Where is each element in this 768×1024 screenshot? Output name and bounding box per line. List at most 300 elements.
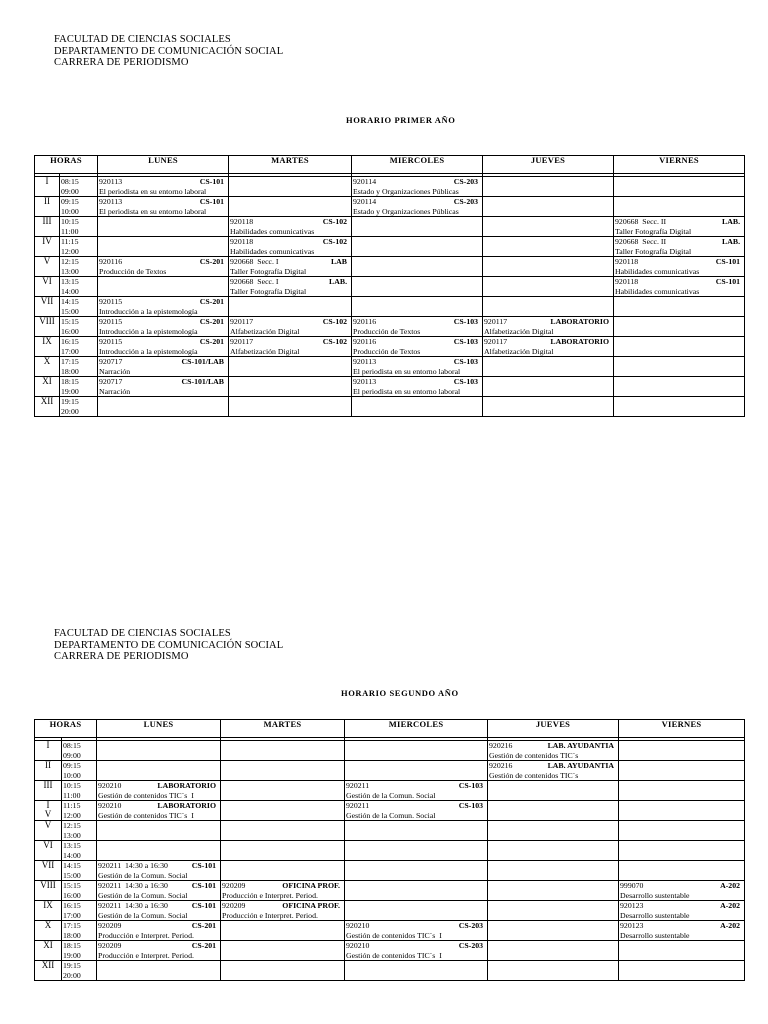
period-start: 17:15 — [61, 357, 79, 366]
class-cell — [229, 337, 352, 357]
course-code: 920114 — [353, 177, 377, 186]
period-end: 12:00 — [61, 246, 79, 256]
period-time — [60, 217, 98, 237]
period-start: 15:15 — [61, 317, 79, 326]
class-cell — [229, 397, 352, 417]
course-code: 920216 — [489, 761, 513, 770]
course-code: 920211 — [346, 801, 370, 810]
period-start: 17:15 — [63, 921, 81, 930]
course-name: Desarrollo sustentable — [620, 890, 690, 900]
period-time — [62, 761, 97, 781]
course-code: 920113 — [353, 377, 377, 386]
class-cell — [619, 881, 745, 901]
period-number: XII — [35, 961, 62, 981]
class-cell — [229, 377, 352, 397]
class-cell — [614, 197, 745, 217]
class-cell — [97, 841, 221, 861]
period-end: 19:00 — [61, 386, 79, 396]
period-time — [62, 841, 97, 861]
schedule-row — [35, 941, 745, 961]
class-cell — [97, 941, 221, 961]
period-start: 16:15 — [63, 901, 81, 910]
course-code: 920668 Secc. II — [615, 237, 667, 246]
period-end: 19:00 — [63, 950, 81, 960]
period-start: 09:15 — [63, 761, 81, 770]
period-number: X — [35, 921, 62, 941]
class-cell — [488, 961, 619, 981]
course-code: 920116 — [99, 257, 123, 266]
schedule-row — [35, 297, 745, 317]
course-code: 920117 — [230, 337, 254, 346]
course-code: 920211 — [346, 781, 370, 790]
course-name: Narración — [99, 386, 131, 396]
course-name: El periodista en su entorno laboral — [353, 386, 461, 396]
period-end: 17:00 — [63, 910, 81, 920]
class-cell — [98, 297, 229, 317]
period-end: 17:00 — [61, 346, 79, 356]
room-label: CS-102 — [322, 337, 348, 346]
period-start: 12:15 — [61, 257, 79, 266]
class-cell — [229, 317, 352, 337]
class-cell — [488, 801, 619, 821]
course-code: 920115 — [99, 337, 123, 346]
period-time — [62, 941, 97, 961]
class-cell — [97, 861, 221, 881]
class-cell — [221, 781, 345, 801]
room-label: CS-203 — [453, 177, 479, 186]
course-code: 920118 — [615, 277, 639, 286]
class-cell — [98, 217, 229, 237]
class-cell — [488, 761, 619, 781]
column-header-friday: VIERNES — [619, 720, 745, 738]
class-cell — [97, 761, 221, 781]
class-cell — [345, 961, 488, 981]
course-code: 920668 Secc. I — [230, 277, 279, 286]
class-cell — [229, 357, 352, 377]
class-cell — [97, 801, 221, 821]
schedule-row — [35, 317, 745, 337]
course-name: Alfabetización Digital — [484, 346, 554, 356]
class-cell — [619, 801, 745, 821]
class-cell — [98, 197, 229, 217]
course-code: 920118 — [230, 217, 254, 226]
period-time — [62, 781, 97, 801]
course-name: Producción e Interpret. Period. — [222, 890, 318, 900]
class-cell — [98, 377, 229, 397]
room-label: LAB — [330, 257, 348, 266]
room-label: LABORATORIO — [550, 337, 610, 346]
schedule-row — [35, 397, 745, 417]
class-cell — [619, 861, 745, 881]
course-name: Habilidades comunicativas — [615, 266, 700, 276]
class-cell — [619, 921, 745, 941]
period-time — [62, 821, 97, 841]
course-code: 920717 — [99, 357, 123, 366]
class-cell — [352, 237, 483, 257]
course-name: Gestión de contenidos TIC´s I — [98, 810, 194, 820]
class-cell — [619, 821, 745, 841]
schedule-row — [35, 861, 745, 881]
room-label: OFICINA PROF. — [282, 901, 341, 910]
period-time — [62, 861, 97, 881]
course-name: Taller Fotografía Digital — [230, 286, 307, 296]
class-cell — [619, 961, 745, 981]
course-code: 920211 14:30 a 16:30 — [98, 901, 168, 910]
course-code: 920209 — [98, 941, 122, 950]
room-label: A-202 — [720, 921, 741, 930]
schedule-table-second-year — [34, 719, 745, 981]
course-name: Habilidades comunicativas — [230, 246, 315, 256]
class-cell — [619, 901, 745, 921]
class-cell — [352, 177, 483, 197]
period-end: 11:00 — [61, 226, 79, 236]
class-cell — [488, 781, 619, 801]
faculty-header-1 — [54, 34, 283, 69]
course-name: Alfabetización Digital — [230, 346, 300, 356]
class-cell — [229, 277, 352, 297]
class-cell — [98, 317, 229, 337]
class-cell — [221, 961, 345, 981]
class-cell — [352, 297, 483, 317]
class-cell — [619, 941, 745, 961]
course-name: Producción de Textos — [353, 326, 421, 336]
class-cell — [483, 237, 614, 257]
class-cell — [488, 941, 619, 961]
column-header-wednesday: MIERCOLES — [352, 156, 483, 174]
course-code: 920116 — [353, 337, 377, 346]
course-name: Gestión de la Comun. Social — [98, 870, 188, 880]
course-name: Producción e Interpret. Period. — [98, 950, 194, 960]
period-start: 13:15 — [63, 841, 81, 850]
room-label: LAB. AYUDANTIA — [547, 761, 615, 770]
class-cell — [229, 177, 352, 197]
room-label: LAB. — [722, 237, 741, 246]
course-name: Producción e Interpret. Period. — [98, 930, 194, 940]
class-cell — [614, 297, 745, 317]
class-cell — [488, 921, 619, 941]
period-time — [62, 961, 97, 981]
period-start: 19:15 — [63, 961, 81, 970]
period-end: 14:00 — [63, 850, 81, 860]
period-end: 13:00 — [63, 830, 81, 840]
course-code: 920210 — [346, 921, 370, 930]
class-cell — [345, 801, 488, 821]
period-start: 14:15 — [61, 297, 79, 306]
period-number: III — [35, 217, 60, 237]
period-time — [60, 397, 98, 417]
column-header-thursday: JUEVES — [483, 156, 614, 174]
schedule-row — [35, 377, 745, 397]
class-cell — [614, 397, 745, 417]
course-name: Introducción a la epistemología — [99, 346, 198, 356]
room-label: CS-101 — [191, 901, 217, 910]
column-header-hours: HORAS — [35, 720, 97, 738]
course-name: Gestión de la Comun. Social — [346, 790, 436, 800]
room-label: LABORATORIO — [157, 781, 217, 790]
schedule-row — [35, 821, 745, 841]
class-cell — [352, 257, 483, 277]
class-cell — [98, 397, 229, 417]
column-header-monday: LUNES — [97, 720, 221, 738]
period-end: 10:00 — [63, 770, 81, 780]
department-name: DEPARTAMENTO DE COMUNICACIÓN SOCIAL — [54, 45, 284, 57]
course-code: 920209 — [222, 881, 246, 890]
class-cell — [345, 941, 488, 961]
class-cell — [614, 357, 745, 377]
class-cell — [619, 761, 745, 781]
period-number: X — [35, 357, 60, 377]
class-cell — [221, 761, 345, 781]
schedule-title-first-year: HORARIO PRIMER AÑO — [346, 115, 456, 125]
period-end: 09:00 — [63, 750, 81, 760]
schedule-row — [35, 841, 745, 861]
period-number: V — [35, 821, 62, 841]
course-name: Estado y Organizaciones Públicas — [353, 206, 459, 216]
class-cell — [614, 257, 745, 277]
room-label: CS-103 — [458, 801, 484, 810]
course-code: 920114 — [353, 197, 377, 206]
class-cell — [619, 781, 745, 801]
period-end: 18:00 — [63, 930, 81, 940]
class-cell — [483, 197, 614, 217]
course-name: Taller Fotografía Digital — [615, 226, 692, 236]
room-label: CS-203 — [453, 197, 479, 206]
class-cell — [488, 901, 619, 921]
class-cell — [97, 901, 221, 921]
room-label: CS-103 — [453, 337, 479, 346]
period-start: 13:15 — [61, 277, 79, 286]
class-cell — [221, 841, 345, 861]
faculty-name: FACULTAD DE CIENCIAS SOCIALES — [54, 34, 231, 45]
column-header-tuesday: MARTES — [229, 156, 352, 174]
class-cell — [345, 821, 488, 841]
class-cell — [345, 901, 488, 921]
class-cell — [483, 377, 614, 397]
course-name: Gestión de contenidos TIC´s I — [346, 930, 442, 940]
period-number: II — [35, 197, 60, 217]
class-cell — [483, 317, 614, 337]
period-number: XII — [35, 397, 60, 417]
period-end: 15:00 — [61, 306, 79, 316]
class-cell — [345, 881, 488, 901]
class-cell — [97, 781, 221, 801]
class-cell — [229, 257, 352, 277]
class-cell — [352, 357, 483, 377]
period-end: 09:00 — [61, 186, 79, 196]
period-start: 14:15 — [63, 861, 81, 870]
period-end: 12:00 — [63, 810, 81, 820]
program-name: CARRERA DE PERIODISMO — [54, 57, 189, 68]
class-cell — [483, 337, 614, 357]
schedule-row — [35, 177, 745, 197]
course-code: 920118 — [615, 257, 639, 266]
column-header-wednesday: MIERCOLES — [345, 720, 488, 738]
period-start: 11:15 — [63, 801, 81, 810]
class-cell — [488, 841, 619, 861]
room-label: CS-201 — [191, 921, 217, 930]
room-label: CS-201 — [199, 257, 225, 266]
schedule-row — [35, 357, 745, 377]
course-name: Gestión de la Comun. Social — [346, 810, 436, 820]
class-cell — [614, 317, 745, 337]
course-code: 920116 — [353, 317, 377, 326]
class-cell — [483, 297, 614, 317]
class-cell — [483, 277, 614, 297]
period-start: 11:15 — [61, 237, 79, 246]
department-name: DEPARTAMENTO DE COMUNICACIÓN SOCIAL — [54, 639, 284, 651]
course-name: Desarrollo sustentable — [620, 930, 690, 940]
period-number: VII — [35, 297, 60, 317]
class-cell — [352, 197, 483, 217]
course-name: Gestión de la Comun. Social — [98, 910, 188, 920]
room-label: CS-103 — [458, 781, 484, 790]
course-code: 920210 — [346, 941, 370, 950]
period-time — [60, 277, 98, 297]
class-cell — [221, 941, 345, 961]
class-cell — [98, 177, 229, 197]
course-code: 920211 14:30 a 16:30 — [98, 861, 168, 870]
class-cell — [221, 861, 345, 881]
room-label: CS-101 — [715, 277, 741, 286]
room-label: CS-101 — [199, 197, 225, 206]
period-number: I — [35, 177, 60, 197]
course-name: El periodista en su entorno laboral — [99, 186, 207, 196]
course-code: 920113 — [99, 197, 123, 206]
class-cell — [345, 761, 488, 781]
class-cell — [221, 901, 345, 921]
schedule-table-first-year — [34, 155, 745, 417]
course-name: Introducción a la epistemología — [99, 306, 198, 316]
room-label: CS-201 — [199, 297, 225, 306]
class-cell — [98, 277, 229, 297]
period-start: 19:15 — [61, 397, 79, 406]
room-label: A-202 — [720, 881, 741, 890]
class-cell — [221, 801, 345, 821]
class-cell — [98, 257, 229, 277]
schedule-row — [35, 801, 745, 821]
column-header-friday: VIERNES — [614, 156, 745, 174]
class-cell — [97, 821, 221, 841]
course-name: El periodista en su entorno laboral — [99, 206, 207, 216]
schedule-row — [35, 761, 745, 781]
class-cell — [488, 861, 619, 881]
course-name: Producción e Interpret. Period. — [222, 910, 318, 920]
course-code: 920123 — [620, 901, 644, 910]
course-code: 920210 — [98, 781, 122, 790]
class-cell — [483, 177, 614, 197]
course-code: 920117 — [230, 317, 254, 326]
period-end: 10:00 — [61, 206, 79, 216]
course-code: 920117 — [484, 337, 508, 346]
course-name: Estado y Organizaciones Públicas — [353, 186, 459, 196]
class-cell — [221, 881, 345, 901]
period-start: 10:15 — [61, 217, 79, 226]
course-name: Taller Fotografía Digital — [230, 266, 307, 276]
period-start: 10:15 — [63, 781, 81, 790]
class-cell — [345, 841, 488, 861]
room-label: OFICINA PROF. — [282, 881, 341, 890]
period-end: 16:00 — [61, 326, 79, 336]
class-cell — [614, 377, 745, 397]
class-cell — [483, 397, 614, 417]
class-cell — [97, 921, 221, 941]
period-time — [60, 357, 98, 377]
course-code: 920113 — [353, 357, 377, 366]
period-number: VI — [35, 277, 60, 297]
program-name: CARRERA DE PERIODISMO — [54, 651, 189, 662]
period-number: IX — [35, 901, 62, 921]
period-start: 08:15 — [61, 177, 79, 186]
period-number: XI — [35, 377, 60, 397]
schedule-row — [35, 237, 745, 257]
period-time — [60, 257, 98, 277]
class-cell — [98, 337, 229, 357]
period-number: II — [35, 761, 62, 781]
room-label: CS-101 — [199, 177, 225, 186]
course-name: Producción de Textos — [353, 346, 421, 356]
period-time — [62, 881, 97, 901]
class-cell — [98, 237, 229, 257]
schedule-row — [35, 741, 745, 761]
period-start: 18:15 — [61, 377, 79, 386]
course-code: 920117 — [484, 317, 508, 326]
class-cell — [352, 397, 483, 417]
class-cell — [488, 881, 619, 901]
course-code: 920115 — [99, 317, 123, 326]
room-label: CS-101 — [191, 861, 217, 870]
course-name: Habilidades comunicativas — [230, 226, 315, 236]
room-label: CS-101 — [191, 881, 217, 890]
period-number: I V — [35, 801, 62, 821]
course-name: El periodista en su entorno laboral — [353, 366, 461, 376]
period-number: VIII — [35, 881, 62, 901]
period-start: 18:15 — [63, 941, 81, 950]
class-cell — [614, 237, 745, 257]
period-number: V — [35, 257, 60, 277]
period-end: 20:00 — [63, 970, 81, 980]
class-cell — [229, 217, 352, 237]
schedule-row — [35, 217, 745, 237]
column-header-tuesday: MARTES — [221, 720, 345, 738]
room-label: CS-101/LAB — [181, 377, 225, 386]
class-cell — [229, 237, 352, 257]
course-code: 920113 — [99, 177, 123, 186]
class-cell — [97, 961, 221, 981]
class-cell — [483, 257, 614, 277]
schedule-title-second-year: HORARIO SEGUNDO AÑO — [341, 688, 459, 698]
period-time — [60, 237, 98, 257]
period-time — [60, 317, 98, 337]
period-start: 15:15 — [63, 881, 81, 890]
room-label: LAB. — [722, 217, 741, 226]
period-end: 18:00 — [61, 366, 79, 376]
class-cell — [97, 881, 221, 901]
course-name: Gestión de contenidos TIC´s I — [98, 790, 194, 800]
schedule-row — [35, 921, 745, 941]
class-cell — [352, 277, 483, 297]
class-cell — [352, 217, 483, 237]
class-cell — [221, 741, 345, 761]
room-label: LABORATORIO — [157, 801, 217, 810]
period-number: IV — [35, 237, 60, 257]
course-name: Gestión de contenidos TIC´s — [489, 770, 579, 780]
class-cell — [345, 781, 488, 801]
course-name: Alfabetización Digital — [230, 326, 300, 336]
period-number: VI — [35, 841, 62, 861]
faculty-header-2 — [54, 628, 283, 663]
course-code: 920210 — [98, 801, 122, 810]
period-time — [60, 337, 98, 357]
